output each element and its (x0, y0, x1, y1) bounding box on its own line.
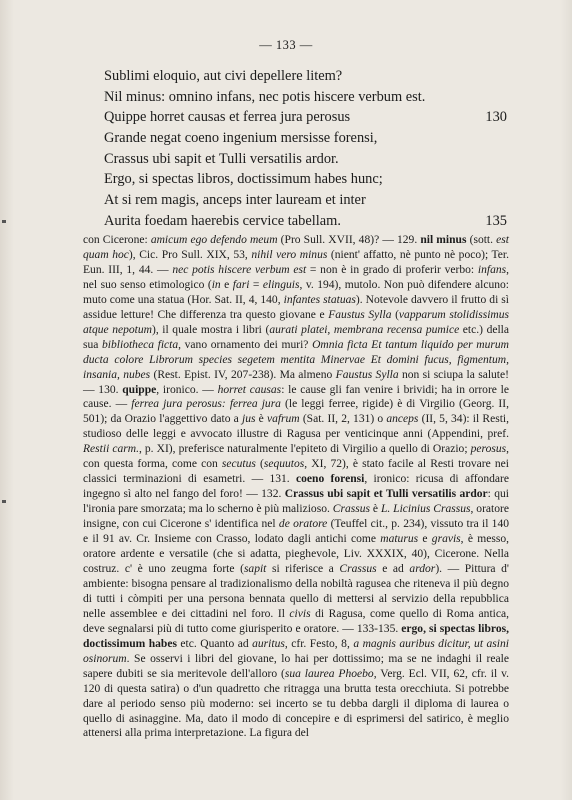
citation-italic: Crassus (339, 562, 377, 575)
verse-line (104, 169, 504, 190)
citation-italic: sequutos (263, 458, 305, 471)
verse-text: At si rem magis, anceps inter lauream et inter (104, 192, 366, 209)
citation-italic: horret causas (217, 383, 282, 396)
citation-italic: nihil vero minus (251, 248, 328, 261)
verse-text: Ergo, si spectas libros, doctissimum habes hunc; (104, 171, 383, 188)
commentary-run: , oratore insigne, con cui Cicerone s' identifica nel (83, 503, 509, 531)
commentary-run: ), Cic. Pro Sull. XIX, 53, (128, 248, 252, 261)
citation-italic: infantes statuas (283, 293, 356, 306)
commentary-run: etc.) della sua (83, 323, 510, 351)
commentary-run: . Se osservi i libri del giovane, lo hai per dottissimo; ma se ne indaghi il reale sapere dubiti se sia meritevole dell'alloro ( (83, 652, 509, 680)
lemma-bold: nil minus (420, 234, 467, 246)
commentary-run: ). Notevole davvero il frutto di sì assidue letture! Che differenza tra questo giovane e (83, 293, 509, 321)
commentary-run: non si sciupa la salute! — 130. (83, 368, 509, 396)
citation-italic: Faustus Sylla (335, 368, 399, 381)
lemma-bold: ergo, si spectas libros, doctissimum habes (83, 622, 509, 650)
citation-italic: infans (477, 263, 507, 276)
commentary-run: (le leggi ferree, rigide) è di Virgilio (Georg. II, 501); da Orazio l'aggettivo dato a (83, 398, 510, 426)
commentary-run: , nel suo senso etimologico ( (83, 263, 510, 291)
citation-italic: est quam hoc (83, 234, 509, 261)
commentary-run: è (255, 413, 267, 426)
verse-text: Sublimi eloquio, aut civi depellere litem? (104, 68, 343, 84)
commentary-run: ). — Pittura d' ambiente: bisogna pensare al tradizionalismo della nobiltà ragusea che riteneva il più degno di tutti i còmpiti per una persona bennata quello di mettersi al servizio della repubblica nelle assemblee e dei cittadini nel foro. Il (83, 562, 509, 620)
commentary-run: , Verg. Ecl. VII, 62, cfr. il v. 120 di questa satira) o d'un quadretto che ritragga una brutta testa orecchiuta. Si potrebbe dare al periodo senso più moderno: sei incerto se tu debba dargli il diploma di laurea o quello di asinaggine. Ma, dato il modo di concepire e di esprimersi del satirico, è meglio attenersi alla prima interpretazione. La figura del (83, 667, 509, 740)
verse-line (104, 66, 504, 87)
citation-italic: Restii carm. (83, 443, 139, 456)
citation-italic: jus (241, 413, 256, 426)
commentary-run: ), il quale mostra i libri ( (152, 323, 270, 336)
commentary-run: , cfr. Festo, 8, (284, 637, 354, 650)
citation-italic: anceps (386, 413, 419, 426)
citation-italic: civis (289, 607, 311, 620)
verse-text: Grande negat coeno ingenium mersisse forensi, (104, 130, 378, 147)
citation-italic: elinguis (262, 278, 300, 291)
commentary-run: e (220, 278, 233, 291)
commentary-run: (Sat. II, 2, 131) o (299, 413, 387, 426)
verse-line (104, 211, 507, 232)
commentary-run: : le cause gli fan venire i brividi; ha in orrore le cause. — (83, 383, 509, 411)
citation-italic: fari (232, 278, 250, 291)
citation-italic: ferrea jura perosus: ferrea jura (131, 398, 281, 411)
commentary-run: e ad (376, 562, 410, 575)
verse-text: Nil minus: omnino infans, nec potis hiscere verbum est. (104, 88, 426, 105)
citation-italic: sapit (243, 562, 267, 575)
citation-italic: de oratore (278, 518, 328, 531)
citation-italic: Faustus Sylla (328, 308, 392, 321)
commentary-run: , ironico: ricusa di affondare ingegno sì alto nel fango del foro! — 132. (83, 473, 509, 501)
lemma-bold: Crassus ubi sapit et Tulli versatilis ardor (284, 488, 488, 501)
verse-line (104, 87, 504, 108)
commentary-run: con Cicerone: (83, 234, 151, 246)
commentary-run: si riferisce a (266, 562, 340, 575)
citation-italic: gravis (431, 533, 461, 546)
commentary-run: ( (255, 458, 264, 471)
citation-italic: in (211, 278, 221, 291)
citation-italic: perosus (470, 443, 507, 456)
commentary-run: = non è in grado di proferir verbo: (306, 263, 478, 276)
citation-italic: vapparum stolidissimus atque nepotum (83, 308, 510, 336)
lemma-bold: quippe (122, 383, 157, 396)
verse-line (104, 190, 504, 211)
commentary-run: di Ragusa, come quello di Roma antica, deve segnalarsi più di tutto come giurisperito e oratore. — 133-135. (83, 607, 509, 635)
verse-line (104, 149, 504, 170)
verse-line (104, 107, 507, 128)
commentary-run: , v. 194), mutolo. Non può difendere alcuno: muto come una statua (Hor. Sat. II, 4, 140, (83, 278, 509, 306)
page-edge-mark (2, 220, 6, 223)
commentary-run: ( (391, 308, 399, 321)
commentary-run: (Teuffel cit., p. 234), vissuto tra il 140 e il 91 av. Cr. Insieme con Crasso, lodato dagli antichi come (83, 518, 509, 546)
citation-italic: amicum ego defendo meum (150, 234, 278, 246)
citation-italic: maturus (380, 533, 419, 546)
citation-italic: vafrum (266, 413, 300, 426)
citation-italic: a magnis auribus dicitur, ut asini osinorum (83, 637, 509, 665)
commentary-run: , è messo, oratore ardente e versatile (che si adatta, pieghevole, Liv. XXXIX, 40), Cicerone. Nella costruz. c' è uno zeugma forte ( (83, 533, 510, 575)
commentary-run: : qui l'ironia pare smorzata; ma lo scherno è più malizioso. (83, 488, 509, 516)
commentary-run: (sott. (466, 234, 497, 246)
commentary-run: , ironico. — (156, 383, 218, 396)
citation-italic: Crassus (332, 503, 370, 516)
verse-number: 130 (485, 109, 507, 126)
commentary-run: , con questa forma, come con (83, 443, 509, 471)
commentary-run: (Pro Sull. XVII, 48)? — 129. (277, 234, 421, 246)
commentary-run: etc. Quanto ad (176, 637, 253, 650)
citation-italic: Omnia ficta Et tantum liquido per murum ducta colore Librorum species segetem mentita Minervae Et domini fucus, figmentum, insania, nubes (83, 338, 510, 381)
commentary-run: e (418, 533, 432, 546)
commentary-run: (nient' affatto, nè punto nè poco); Ter. Eun. III, 1, 44. — (83, 248, 509, 276)
citation-italic: nec potis hiscere verbum est (172, 263, 307, 276)
verse-text: Crassus ubi sapit et Tulli versatilis ardor. (104, 150, 339, 167)
commentary-run: è (370, 503, 381, 516)
verse-number: 135 (485, 212, 507, 229)
commentary-text (83, 233, 509, 741)
verse-text: Quippe horret causas et ferrea jura perosus (104, 109, 351, 126)
page-number: — 133 — (259, 38, 313, 52)
commentary-run: = (249, 278, 263, 291)
citation-italic: aurati platei, membrana recensa pumice (269, 323, 460, 336)
lemma-bold: coeno forensi (296, 473, 365, 486)
citation-italic: secutus (221, 458, 256, 471)
commentary-run: , XI, 72), è stato facile al Resti trovare nei classici terminazioni di esametri. — 131. (83, 458, 509, 486)
verse-text: Aurita foedam haerebis cervice tabellam. (104, 212, 341, 229)
commentary-run: (II, 5, 34): il Resti, studioso delle leggi e avvocato illustre di Ragusa per venticinque anni (Appendini, pref. (83, 413, 509, 441)
commentary-run: (Rest. Epist. IV, 207-238). Ma almeno (150, 368, 336, 381)
citation-italic: auritus (252, 637, 285, 650)
commentary-run: , vano ornamento dei muri? (178, 338, 313, 351)
citation-italic: ardor (409, 562, 436, 575)
citation-italic: sua laurea Phoebo (284, 667, 374, 680)
verse-block (104, 66, 507, 232)
citation-italic: L. Licinius Crassus (380, 503, 471, 516)
commentary-run: , p. XI), preferisce naturalmente l'epiteto di Virgilio a quello di Orazio; (138, 443, 471, 456)
citation-italic: bibliotheca ficta (102, 338, 179, 351)
verse-line (104, 128, 504, 149)
page-edge-mark (2, 500, 6, 503)
